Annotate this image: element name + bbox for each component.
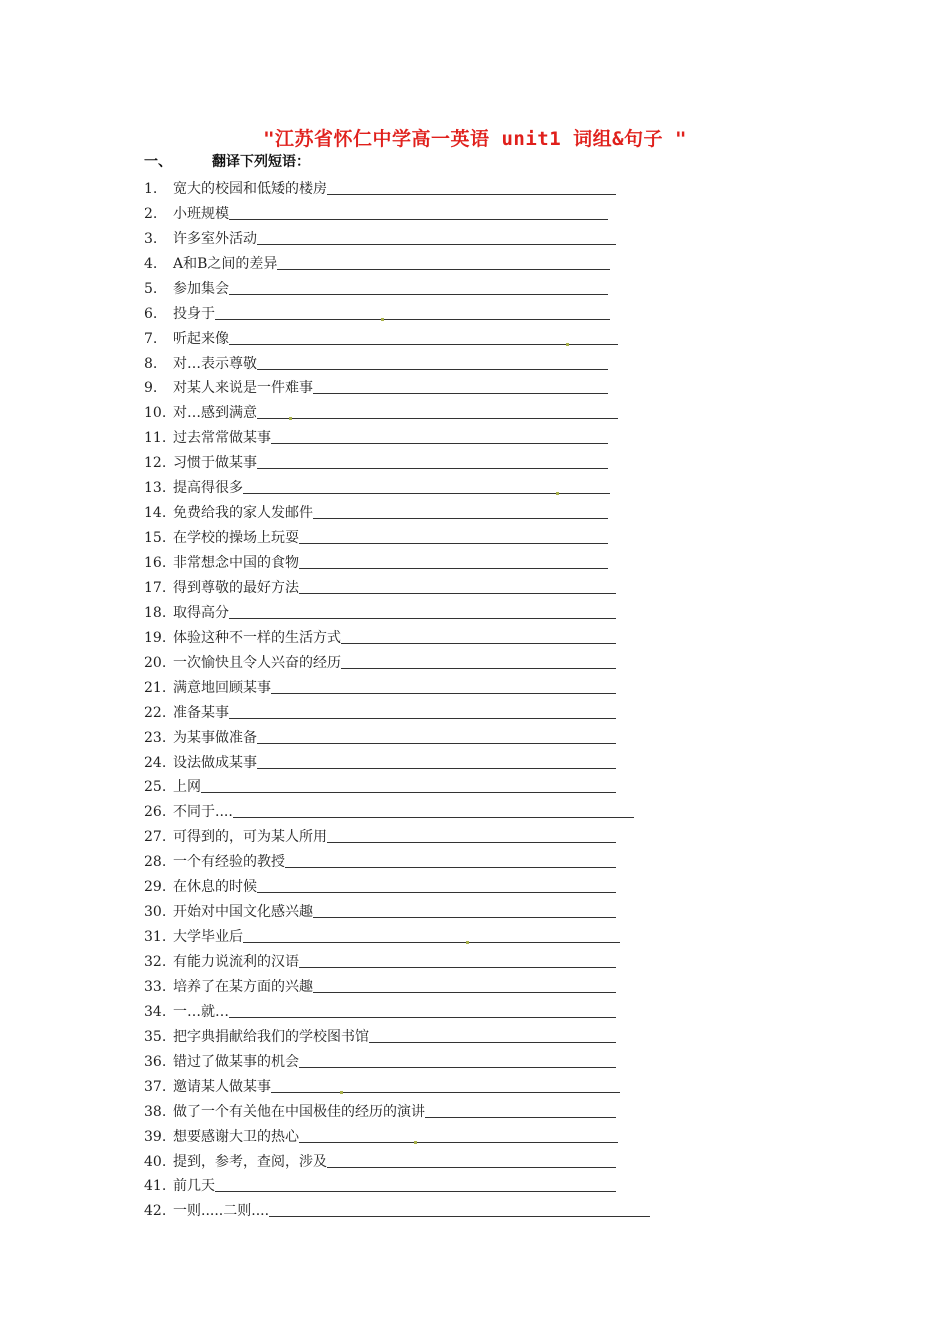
item-number: 2.	[144, 205, 158, 222]
answer-blank[interactable]	[257, 243, 616, 245]
speck-mark	[381, 318, 384, 321]
item-number: 1.	[144, 180, 158, 197]
phrase-list	[144, 173, 664, 1220]
item-number: 40.	[144, 1153, 167, 1170]
item-number: 30.	[144, 904, 167, 921]
answer-blank[interactable]	[215, 318, 610, 320]
item-text: 对…感到满意	[173, 405, 257, 422]
phrase-item	[144, 572, 664, 597]
phrase-item	[144, 248, 664, 273]
item-number: 11.	[144, 430, 167, 447]
item-text: 邀请某人做某事	[173, 1078, 271, 1095]
item-number: 15.	[144, 530, 167, 547]
item-text: 免费给我的家人发邮件	[173, 505, 313, 522]
phrase-item	[144, 846, 664, 871]
speck-mark	[466, 941, 469, 944]
phrase-item	[144, 971, 664, 996]
item-text: 有能力说流利的汉语	[173, 954, 299, 970]
item-number: 5.	[144, 280, 158, 297]
item-number: 4.	[144, 255, 158, 272]
answer-blank[interactable]	[425, 1116, 616, 1118]
answer-blank[interactable]	[299, 542, 608, 544]
answer-blank[interactable]	[271, 1091, 620, 1093]
phrase-item	[144, 946, 664, 971]
speck-mark	[289, 417, 292, 420]
speck-mark	[414, 1141, 417, 1144]
speck-mark	[556, 492, 559, 495]
phrase-item	[144, 597, 664, 622]
item-number: 33.	[144, 978, 167, 995]
item-number: 26.	[144, 804, 167, 821]
item-number: 25.	[144, 779, 167, 796]
item-number: 36.	[144, 1053, 167, 1070]
phrase-item	[144, 697, 664, 722]
phrase-item	[144, 722, 664, 747]
item-number: 22.	[144, 704, 167, 721]
item-text: 设法做成某事	[173, 754, 257, 771]
answer-blank[interactable]	[229, 293, 608, 295]
item-text: 在休息的时候	[173, 879, 257, 896]
answer-blank[interactable]	[299, 966, 616, 968]
item-text: 体验这种不一样的生活方式	[173, 629, 341, 646]
phrase-item	[144, 348, 664, 373]
phrase-item	[144, 472, 664, 497]
item-text: 把字典捐献给我们的学校图书馆	[173, 1028, 369, 1045]
answer-blank[interactable]	[257, 742, 616, 744]
item-number: 13.	[144, 480, 167, 497]
item-number: 20.	[144, 654, 167, 671]
item-number: 8.	[144, 355, 158, 372]
phrase-item	[144, 1146, 664, 1171]
answer-blank[interactable]	[299, 567, 608, 569]
item-number: 21.	[144, 679, 167, 696]
phrase-item	[144, 323, 664, 348]
answer-blank[interactable]	[313, 916, 616, 918]
answer-blank[interactable]	[269, 1215, 650, 1217]
answer-blank[interactable]	[327, 1166, 616, 1168]
phrase-item	[144, 198, 664, 223]
answer-blank[interactable]	[257, 417, 618, 419]
item-text: 开始对中国文化感兴趣	[173, 904, 313, 921]
section-number: 一、	[144, 154, 172, 170]
item-text: 参加集会	[173, 280, 229, 297]
item-text: 一次愉快且令人兴奋的经历	[173, 654, 341, 671]
answer-blank[interactable]	[257, 368, 608, 370]
item-text: 为某事做准备	[173, 729, 257, 746]
answer-blank[interactable]	[299, 592, 616, 594]
answer-blank[interactable]	[285, 866, 616, 868]
item-text: 在学校的操场上玩耍	[173, 530, 299, 547]
answer-blank[interactable]	[299, 1066, 616, 1068]
item-number: 19.	[144, 629, 167, 646]
item-text: 可得到的，可为某人所用	[173, 829, 327, 846]
speck-mark	[566, 343, 569, 346]
answer-blank[interactable]	[229, 218, 608, 220]
answer-blank[interactable]	[313, 991, 616, 993]
answer-blank[interactable]	[257, 891, 616, 893]
item-text: 宽大的校园和低矮的楼房	[173, 180, 327, 197]
answer-blank[interactable]	[201, 791, 616, 793]
item-text: 听起来像	[173, 330, 229, 347]
phrase-item	[144, 223, 664, 248]
phrase-item	[144, 1046, 664, 1071]
item-number: 34.	[144, 1003, 167, 1020]
phrase-item	[144, 896, 664, 921]
item-number: 39.	[144, 1128, 167, 1145]
phrase-item	[144, 298, 664, 323]
answer-blank[interactable]	[229, 717, 616, 719]
item-number: 31.	[144, 929, 167, 946]
item-number: 10.	[144, 405, 167, 422]
item-text: 非常想念中国的食物	[173, 555, 299, 571]
answer-blank[interactable]	[243, 941, 620, 943]
item-text: 投身于	[173, 305, 215, 322]
phrase-item	[144, 422, 664, 447]
item-number: 3.	[144, 230, 158, 247]
speck-mark	[340, 1091, 343, 1094]
answer-blank[interactable]	[277, 268, 610, 270]
item-text: 取得高分	[173, 604, 229, 621]
item-text: A和B之间的差异	[173, 255, 278, 272]
phrase-item	[144, 747, 664, 772]
answer-blank[interactable]	[341, 642, 616, 644]
phrase-item	[144, 497, 664, 522]
answer-blank[interactable]	[271, 692, 616, 694]
item-number: 41.	[144, 1178, 167, 1195]
phrase-item	[144, 821, 664, 846]
answer-blank[interactable]	[327, 841, 616, 843]
item-text: 准备某事	[173, 704, 229, 721]
item-number: 9.	[144, 380, 158, 397]
answer-blank[interactable]	[257, 767, 616, 769]
item-number: 32.	[144, 954, 167, 970]
answer-blank[interactable]	[327, 193, 616, 195]
phrase-item	[144, 796, 664, 821]
answer-blank[interactable]	[369, 1041, 616, 1043]
item-text: 不同于....	[173, 804, 233, 821]
item-text: 过去常常做某事	[173, 430, 271, 447]
page-title: "江苏省怀仁中学高一英语 unit1 词组&句子 "	[263, 128, 687, 150]
item-text: 对…表示尊敬	[173, 355, 257, 372]
phrase-item	[144, 672, 664, 697]
item-text: 错过了做某事的机会	[173, 1053, 299, 1070]
item-text: 做了一个有关他在中国极佳的经历的演讲	[173, 1103, 425, 1120]
item-number: 29.	[144, 879, 167, 896]
answer-blank[interactable]	[299, 1141, 618, 1143]
section-heading	[144, 151, 310, 171]
item-text: 小班规模	[173, 205, 229, 222]
phrase-item	[144, 397, 664, 422]
item-text: 大学毕业后	[173, 929, 243, 946]
phrase-item	[144, 1195, 664, 1220]
item-text: 前几天	[173, 1178, 215, 1195]
item-number: 7.	[144, 330, 158, 347]
item-text: 对某人来说是一件难事	[173, 380, 313, 397]
answer-blank[interactable]	[233, 816, 634, 818]
answer-blank[interactable]	[229, 617, 616, 619]
phrase-item	[144, 622, 664, 647]
item-number: 17.	[144, 579, 167, 596]
item-text: 提高得很多	[173, 480, 243, 497]
item-text: 许多室外活动	[173, 230, 257, 247]
item-number: 35.	[144, 1028, 167, 1045]
phrase-item	[144, 522, 664, 547]
phrase-item	[144, 647, 664, 672]
item-number: 24.	[144, 754, 167, 771]
item-number: 14.	[144, 505, 167, 522]
answer-blank[interactable]	[229, 1016, 616, 1018]
item-number: 42.	[144, 1203, 167, 1220]
phrase-item	[144, 173, 664, 198]
answer-blank[interactable]	[257, 467, 608, 469]
item-text: 培养了在某方面的兴趣	[173, 978, 313, 995]
item-text: 一…就…	[173, 1003, 229, 1020]
answer-blank[interactable]	[341, 667, 616, 669]
item-number: 18.	[144, 604, 167, 621]
section-label: 翻译下列短语：	[212, 154, 310, 170]
item-text: 想要感谢大卫的热心	[173, 1128, 299, 1145]
phrase-item	[144, 373, 664, 398]
phrase-item	[144, 1171, 664, 1196]
phrase-item	[144, 547, 664, 572]
phrase-item	[144, 921, 664, 946]
item-number: 23.	[144, 729, 167, 746]
answer-blank[interactable]	[243, 492, 610, 494]
item-number: 6.	[144, 305, 158, 322]
phrase-item	[144, 871, 664, 896]
item-text: 一则.....二则....	[173, 1203, 270, 1220]
phrase-item	[144, 1121, 664, 1146]
answer-blank[interactable]	[313, 392, 608, 394]
item-text: 一个有经验的教授	[173, 854, 285, 871]
item-text: 得到尊敬的最好方法	[173, 579, 299, 596]
item-text: 习惯于做某事	[173, 455, 257, 472]
phrase-item	[144, 447, 664, 472]
phrase-item	[144, 772, 664, 797]
item-text: 上网	[173, 779, 201, 796]
item-text: 满意地回顾某事	[173, 679, 271, 696]
phrase-item	[144, 996, 664, 1021]
phrase-item	[144, 1071, 664, 1096]
item-number: 37.	[144, 1078, 167, 1095]
answer-blank[interactable]	[229, 343, 618, 345]
answer-blank[interactable]	[313, 517, 608, 519]
item-number: 27.	[144, 829, 167, 846]
item-text: 提到，参考，查阅，涉及	[173, 1153, 327, 1170]
phrase-item	[144, 1021, 664, 1046]
phrase-item	[144, 1096, 664, 1121]
item-number: 38.	[144, 1103, 167, 1120]
item-number: 28.	[144, 854, 167, 871]
item-number: 16.	[144, 555, 167, 571]
item-number: 12.	[144, 455, 167, 472]
phrase-item	[144, 273, 664, 298]
answer-blank[interactable]	[271, 442, 608, 444]
answer-blank[interactable]	[215, 1190, 616, 1192]
